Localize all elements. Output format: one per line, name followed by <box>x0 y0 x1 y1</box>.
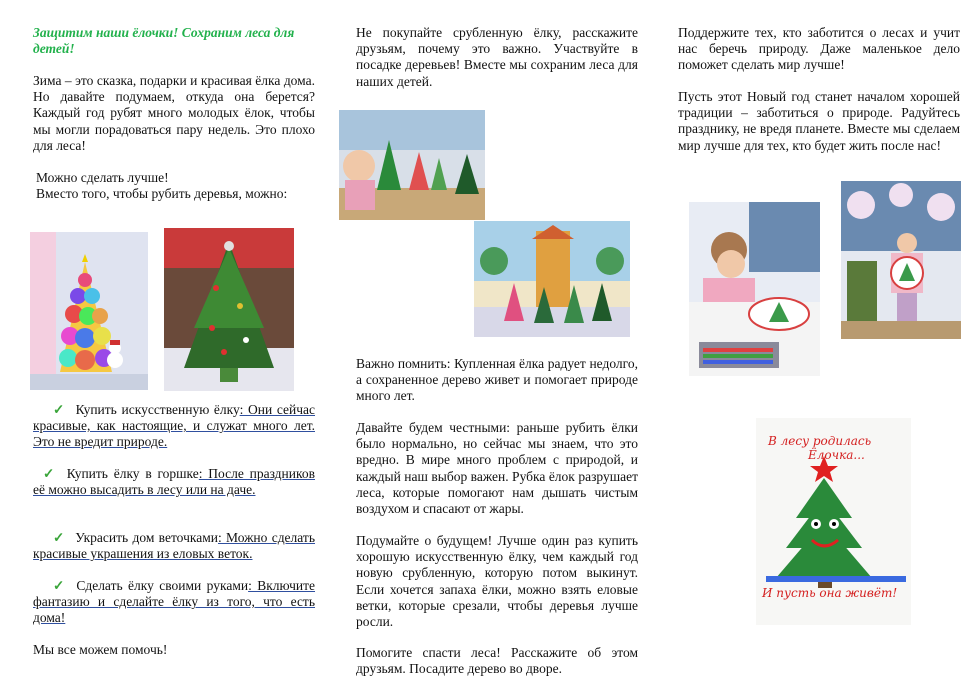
tip-item-2-lead: Купить ёлку в горшке <box>66 466 199 481</box>
document-title: Защитим наши ёлочки! Сохраним леса для детей! <box>33 25 295 57</box>
intro-paragraph: Зима – это сказка, подарки и красивая ёлка дома. Но давайте подумаем, откуда она берется? Каждый год рубят много молодых ёлок, чтобы мы могли порадоваться пару недель. Это плохо для леса! <box>33 73 315 153</box>
photo-child-with-trees <box>339 110 485 220</box>
checkmark-icon: ✓ <box>53 530 66 545</box>
photo-felt-christmas-tree <box>30 232 148 390</box>
tip-item-4 <box>33 578 315 627</box>
col2-paragraph-2: Важно помнить: Купленная ёлка радует недолго, а сохраненное дерево живет и помогает природе много лет. <box>356 356 638 404</box>
tip-item-1-text: : Они сейчас красивые, как настоящие, и служат много лет. Это не вредит природе. <box>33 402 316 450</box>
tip-item-3-lead: Украсить дом веточками <box>75 530 218 545</box>
tip-item-1 <box>33 402 315 451</box>
tip-item-4-lead: Сделать ёлку своими руками <box>76 578 249 593</box>
tip-item-3 <box>33 530 315 562</box>
col3-paragraph-2: Пусть этот Новый год станет началом хорошей традиции – заботиться о природе. Радуйтесь празднику, не вредя планете. Вместе мы сделаем мир лучше для тех, кто будет жить после нас! <box>678 89 960 153</box>
col2-paragraph-4: Подумайте о будущем! Лучше один раз купить хорошую искусственную ёлку, чем каждый год новую срубленную, которую потом выкинут. Если хочется запаха ёлки, можно взять еловые ветки, которые срезали, чтобы деревья лучше росли. <box>356 533 638 630</box>
tip-item-3-text: : Можно сделать красивые украшения из еловых веток. <box>33 530 315 562</box>
better-heading: Можно сделать лучше! <box>36 170 169 185</box>
closing-line: Мы все можем помочь! <box>33 642 168 657</box>
checkmark-icon: ✓ <box>53 402 66 417</box>
poster-drawing <box>756 418 911 625</box>
better-subheading: Вместо того, чтобы рубить деревья, можно: <box>36 186 288 201</box>
poster-top-text: В лесу родилась Ёлочка... <box>768 434 872 462</box>
tip-item-1-lead: Купить искусственную ёлку <box>75 402 240 417</box>
checkmark-icon: ✓ <box>53 578 67 593</box>
col2-paragraph-3: Давайте будем честными: раньше рубить ёлки было нормально, но сейчас мы знаем, что это вредно. В мире много проблем с природой, и каждый наш выбор важен. Рубка ёлок разрушает леса, которые помогают нам дышать чистым воздухом и спасают от жары. <box>356 420 638 517</box>
photo-tinsel-christmas-tree <box>164 228 294 391</box>
poster-bottom-text: И пусть она живёт! <box>762 586 898 600</box>
checkmark-icon: ✓ <box>43 466 57 481</box>
tip-item-4-text: : Включите фантазию и сделайте ёлку из того, что есть дома! <box>33 578 316 626</box>
photo-child-with-poster <box>841 181 961 339</box>
tip-item-2 <box>33 466 315 498</box>
col2-paragraph-1: Не покупайте срубленную ёлку, расскажите друзьям, почему это важно. Участвуйте в посадке деревьев! Вместе мы сохраним леса для наших детей. <box>356 25 638 89</box>
col2-paragraph-5: Помогите спасти леса! Расскажите об этом друзьям. Посадите дерево во дворе. <box>356 645 638 677</box>
tip-item-2-text: : После праздников её можно высадить в лесу или на даче. <box>33 466 315 498</box>
photo-child-drawing <box>689 202 820 376</box>
col3-paragraph-1: Поддержите тех, кто заботится о лесах и учит нас беречь природу. Даже маленькое дело поможет сделать мир лучше! <box>678 25 960 73</box>
photo-tree-exhibition <box>474 221 630 337</box>
